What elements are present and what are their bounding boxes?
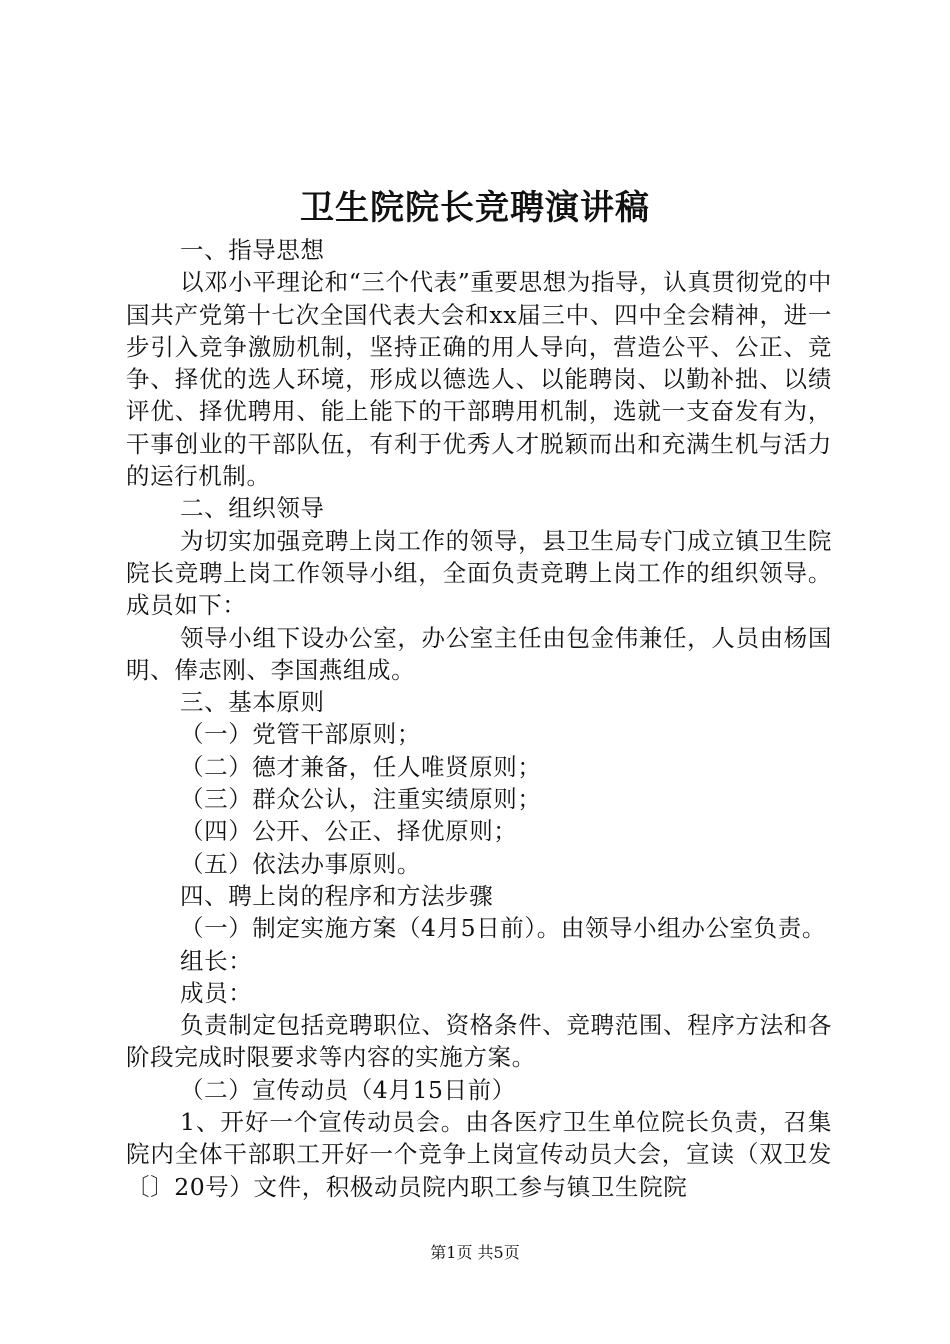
procedure-step: （二）宣传动员（4月15日前） (180, 1075, 516, 1104)
team-leader-line: 组长： (180, 946, 253, 975)
team-members-line: 成员： (180, 978, 253, 1007)
principle-item: （四）公开、公正、择优原则； (180, 817, 518, 846)
principle-item: （二）德才兼备，任人唯贤原则； (180, 752, 542, 781)
section-heading-4: 四、聘上岗的程序和方法步骤 (180, 881, 494, 910)
document-body (126, 234, 832, 1203)
paragraph-plan-responsibility: 负责制定包括竞聘职位、资格条件、竞聘范围、程序方法和各阶段完成时限要求等内容的实施方案。 (126, 1011, 832, 1072)
paragraph-office: 领导小组下设办公室，办公室主任由包金伟兼任，人员由杨国明、俸志刚、李国燕组成。 (126, 623, 832, 684)
principle-item: （一）党管干部原则； (180, 720, 421, 749)
paragraph-guiding-thought: 以邓小平理论和“三个代表”重要思想为指导，认真贯彻党的中国共产党第十七次全国代表大会和xx届三中、四中全会精神，进一步引入竞争激励机制，坚持正确的用人导向，营造公平、公正、竞争、择优的选人环境，形成以德选人、以能聘岗、以勤补拙、以绩评优、择优聘用、能上能下的干部聘用机制，选就一支奋发有为，干事创业的干部队伍，有利于优秀人才脱颖而出和充满生机与活力的运行机制。 (126, 268, 832, 491)
procedure-step: （一）制定实施方案（4月5日前）。由领导小组办公室负责。 (180, 914, 826, 943)
principle-item: （五）依法办事原则。 (180, 849, 421, 878)
paragraph-organization: 为切实加强竞聘上岗工作的领导，县卫生局专门成立镇卫生院院长竞聘上岗工作领导小组，全面负责竞聘上岗工作的组织领导。成员如下： (126, 526, 832, 620)
section-heading-3: 三、基本原则 (180, 688, 325, 717)
document-title: 卫生院院长竞聘演讲稿 (300, 188, 650, 228)
section-heading-2: 二、组织领导 (180, 494, 325, 523)
principle-item: （三）群众公认，注重实绩原则； (180, 785, 542, 814)
page-indicator: 第1页 共5页 (430, 1243, 520, 1262)
paragraph-mobilization: 1、开好一个宣传动员会。由各医疗卫生单位院长负责，召集院内全体干部职工开好一个竞争上岗宣传动员大会，宣读（双卫发〔〕20号）文件，积极动员院内职工参与镇卫生院院 (126, 1108, 832, 1201)
section-heading-1: 一、指导思想 (180, 236, 325, 264)
